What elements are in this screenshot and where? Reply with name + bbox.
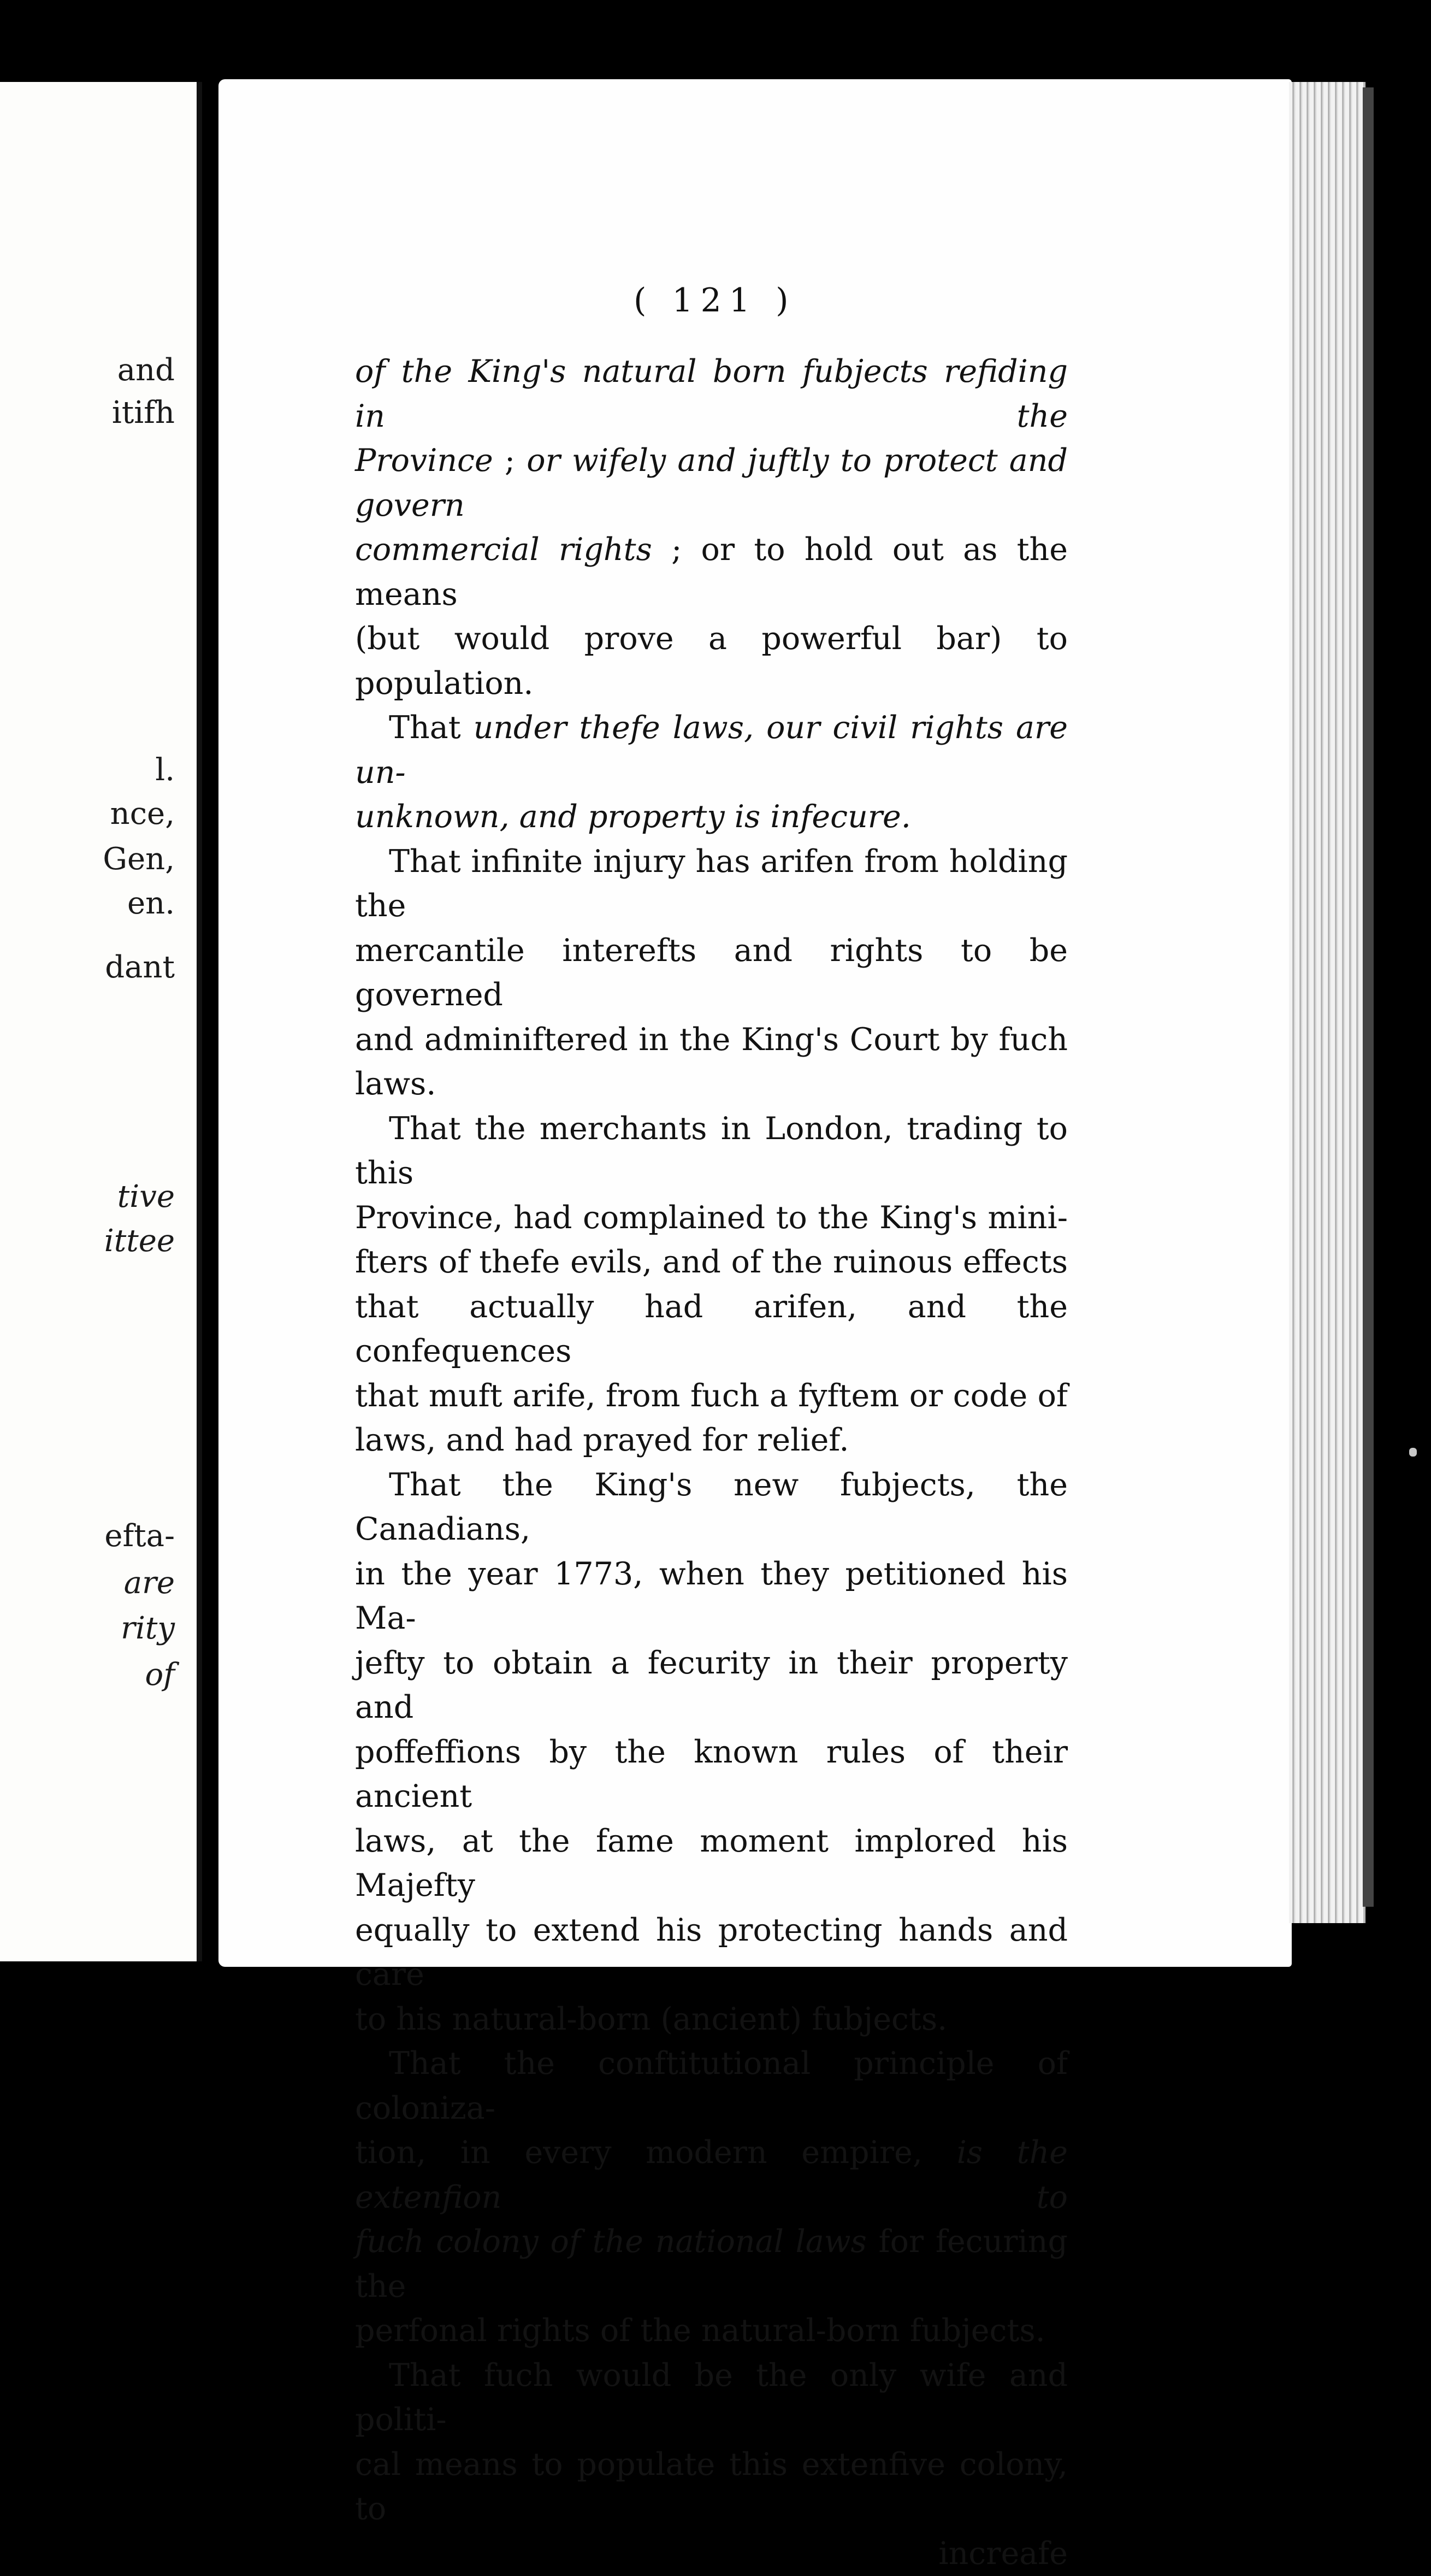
text-line [355, 840, 1068, 929]
text-line [355, 2354, 1068, 2443]
text-line [355, 1062, 1068, 1107]
text-run: Province [355, 443, 493, 479]
text-run: That fuch would be the only wife and politi- [355, 2357, 1068, 2438]
text-line [355, 1641, 1068, 1730]
left-page-fragment: efta- [104, 1521, 175, 1552]
text-run: mercantile interefts and rights to be governed [355, 933, 1068, 1013]
text-run: ; or to hold out as the means [355, 532, 1068, 612]
text-line [355, 350, 1068, 439]
text-run: under thefe laws, our civil rights are un- [355, 710, 1068, 791]
left-page-fragment: nce, [110, 799, 175, 829]
text-run: fuch colony of the national laws [355, 2224, 867, 2260]
left-facing-page [0, 82, 202, 1961]
text-run: commercial rights [355, 532, 652, 568]
left-page-fragment: Gen, [103, 844, 175, 875]
left-page-fragment: rity [121, 1613, 175, 1644]
page-number: ( 121 ) [634, 281, 796, 320]
text-run: jefty to obtain a fecurity in their property and [355, 1645, 1068, 1726]
text-line [355, 1552, 1068, 1641]
text-run: That the conftitutional principle of coloniza- [355, 2046, 1068, 2126]
text-line [355, 2131, 1068, 2220]
text-line [355, 2443, 1068, 2532]
text-run: increafe [938, 2536, 1068, 2572]
text-run: That the merchants in London, trading to this [355, 1111, 1068, 1192]
text-line [355, 1819, 1068, 1908]
left-page-fragment: of [145, 1660, 175, 1690]
text-line [355, 2220, 1068, 2309]
text-run: Province, had complained to the King's mini- [355, 1200, 1068, 1236]
text-line [355, 1196, 1068, 1241]
text-run: equally to extend his protecting hands and care [355, 1912, 1068, 1993]
text-line [355, 706, 1068, 795]
page-block-edge [1289, 82, 1365, 1923]
text-run: fters of thefe evils, and of the ruinous effects [355, 1244, 1068, 1280]
text-run: perfonal rights of the natural-born fubjects. [355, 2313, 1045, 2349]
text-line [355, 1908, 1068, 1997]
text-run: that muft arife, from fuch a fyftem or code of [355, 1378, 1068, 1414]
text-line [355, 1418, 1068, 1463]
left-page-fragment: en. [127, 888, 175, 919]
left-page-fragment: itifh [112, 398, 175, 428]
text-run: That infinite injury has arifen from holding the [355, 844, 1068, 924]
text-line [355, 1240, 1068, 1285]
left-page-fragment: are [124, 1568, 175, 1599]
text-run: for fecuring the [355, 2224, 1068, 2304]
left-page-fragment: ittee [104, 1226, 175, 1257]
text-run: of the King's natural born fubjects refiding in the [355, 353, 1068, 434]
text-line [355, 795, 1068, 840]
text-line [355, 1285, 1068, 1374]
text-run: tion, in every modern empire, [355, 2135, 957, 2171]
text-line [355, 439, 1068, 528]
text-run: to his natural-born (ancient) fubjects. [355, 2001, 947, 2037]
text-run: That [389, 710, 474, 746]
text-run: ; [493, 443, 527, 479]
text-line [355, 1463, 1068, 1552]
text-line [355, 1374, 1068, 1419]
left-page-fragment: tive [117, 1182, 175, 1212]
text-line [355, 528, 1068, 617]
text-run: laws, at the fame moment implored his Majefty [355, 1823, 1068, 1904]
text-run: That the King's new fubjects, the Canadians, [355, 1467, 1068, 1548]
left-page-fragment: l. [155, 755, 175, 786]
text-line [355, 1997, 1068, 2042]
text-run: is the extenfion to [355, 2135, 1068, 2215]
left-page-fragment: dant [105, 952, 175, 983]
text-run: laws, and had prayed for relief. [355, 1422, 849, 1458]
text-line [355, 2532, 1068, 2576]
text-run: laws. [355, 1066, 436, 1102]
body-text [355, 350, 1068, 2576]
text-line [355, 617, 1068, 706]
text-line [355, 1730, 1068, 1819]
text-line [355, 2042, 1068, 2131]
text-run: in the year 1773, when they petitioned his Ma- [355, 1556, 1068, 1637]
text-run: poffeffions by the known rules of their ancient [355, 1734, 1068, 1815]
text-run: or wifely and juftly to protect and govern [355, 443, 1068, 523]
text-run: that actually had arifen, and the confequences [355, 1289, 1068, 1370]
text-run: cal means to populate this extenfive colony, to [355, 2447, 1068, 2527]
text-run: (but would prove a powerful bar) to population. [355, 621, 1068, 702]
text-run: unknown, and property is infecure. [355, 799, 911, 835]
page-block-shadow [1363, 87, 1374, 1907]
text-run: and adminiftered in the King's Court by fuch [355, 1022, 1068, 1058]
text-line [355, 1107, 1068, 1196]
page-blemish [1409, 1448, 1417, 1457]
text-line [355, 929, 1068, 1018]
text-line [355, 1018, 1068, 1063]
text-line [355, 2309, 1068, 2354]
left-page-fragment: and [117, 355, 175, 386]
